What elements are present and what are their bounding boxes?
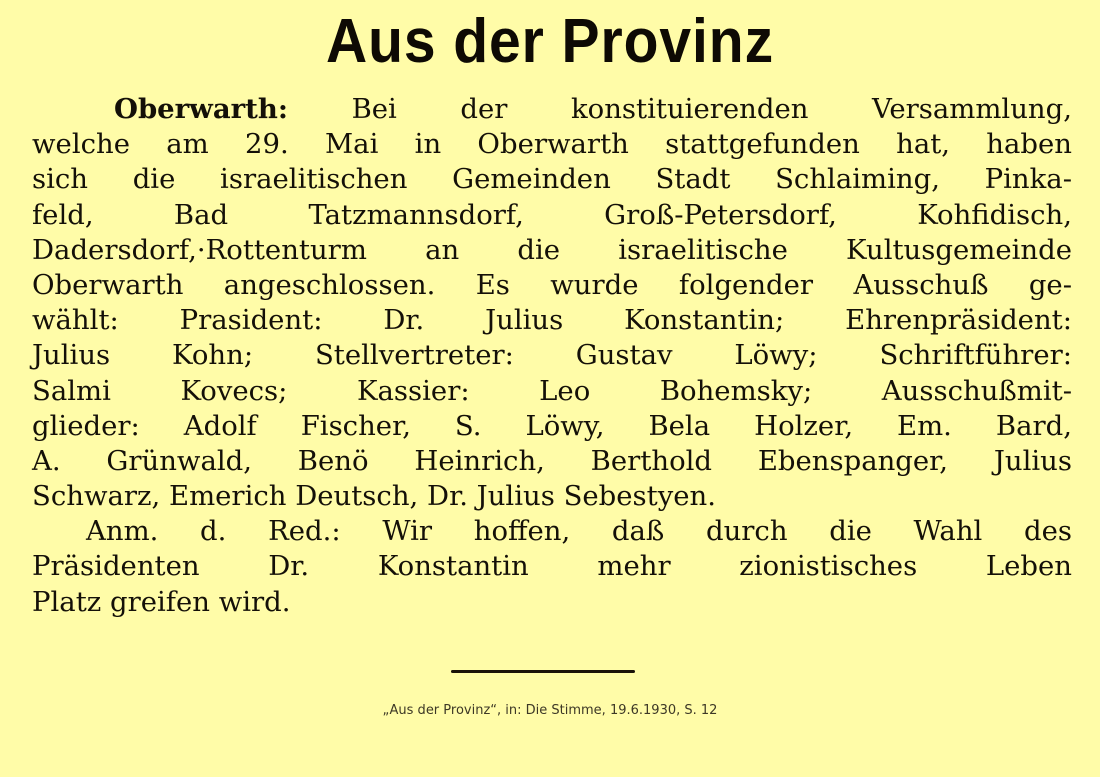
editor-note-line: Präsidenten Dr. Konstantin mehr zionistisches Leben	[32, 550, 1072, 583]
article-line: Dadersdorf,·Rottenturm an die israelitische Kultusgemeinde	[32, 233, 1072, 266]
article-line: wählt: Prasident: Dr. Julius Konstantin; Ehrenpräsident:	[32, 304, 1072, 337]
headline: Aus der Provinz	[325, 7, 775, 76]
editor-note-line: Anm. d. Red.: Wir hoffen, daß durch die Wahl des	[86, 515, 1072, 548]
article-line: Oberwarth angeschlossen. Es wurde folgender Ausschuß ge-	[32, 268, 1072, 301]
article-line: welche am 29. Mai in Oberwarth stattgefunden hat, haben	[32, 128, 1072, 161]
editor-note-line: Platz greifen wird.	[32, 585, 291, 618]
article-line: feld, Bad Tatzmannsdorf, Groß-Petersdorf, Kohfidisch,	[32, 198, 1072, 231]
article-body	[32, 92, 1072, 620]
source-citation: „Aus der Provinz“, in: Die Stimme, 19.6.1930, S. 12	[382, 703, 718, 718]
article-line: A. Grünwald, Benö Heinrich, Berthold Ebenspanger, Julius	[32, 444, 1072, 477]
article-line: Salmi Kovecs; Kassier: Leo Bohemsky; Ausschußmit-	[32, 374, 1072, 407]
article-line: sich die israelitischen Gemeinden Stadt Schlaiming, Pinka-	[32, 163, 1072, 196]
article-line: Schwarz, Emerich Deutsch, Dr. Julius Sebestyen.	[32, 480, 716, 513]
end-rule-divider	[451, 670, 635, 673]
article-line: Oberwarth: Bei der konstituierenden Versammlung,	[114, 93, 1072, 125]
place-name-lead: Oberwarth:	[114, 93, 288, 125]
article-line: Julius Kohn; Stellvertreter: Gustav Löwy; Schriftführer:	[32, 339, 1072, 372]
article-line: glieder: Adolf Fischer, S. Löwy, Bela Holzer, Em. Bard,	[32, 409, 1072, 442]
